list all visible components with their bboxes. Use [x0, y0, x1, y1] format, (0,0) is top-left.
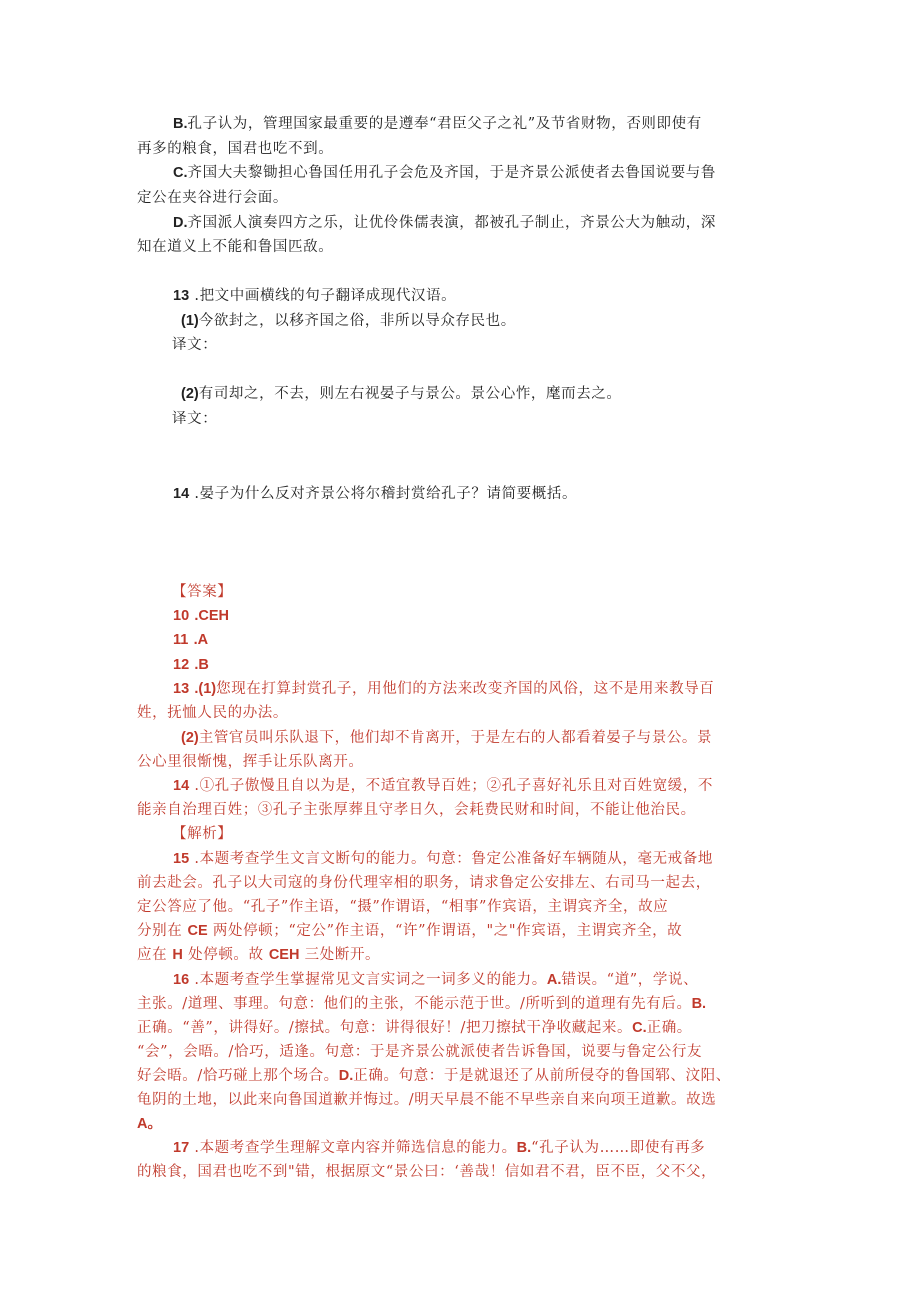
- analysis-16-line-1: [173, 970, 698, 990]
- option-d-line-1: [173, 213, 716, 233]
- answer-text: .B: [194, 657, 209, 673]
- analysis-emphasis: B.: [516, 1140, 532, 1156]
- answer-text: 主管官员叫乐队退下，他们却不肯离开，于是左右的人都看着晏子与景公。景: [198, 730, 713, 746]
- answer-13-part-2-line-1: [181, 728, 712, 748]
- option-c-line-2: [137, 188, 288, 208]
- option-text: 定公在夹谷进行会面。: [137, 190, 288, 206]
- analysis-17-line-1: [173, 1138, 705, 1158]
- translation-label-1: 译文：: [172, 337, 218, 353]
- option-b-line-2: [137, 139, 333, 159]
- analysis-text: 三处断开。: [299, 947, 381, 963]
- analysis-emphasis: D.: [338, 1068, 354, 1084]
- analysis-16-line-5: [137, 1066, 731, 1086]
- analysis-emphasis: C.: [632, 1020, 647, 1036]
- analysis-text: .本题考查学生理解文章内容并筛选信息的能力。: [194, 1140, 517, 1156]
- analysis-text: 应在: [137, 947, 173, 963]
- analysis-15-line-3: 定公答应了他。“孔子”作主语，“摄”作谓语，“相事”作宾语，主谓宾齐全，故应: [137, 899, 669, 915]
- analysis-text: 两处停顿；“定公”作主语，“许”作谓语，"之"作宾语，主谓宾齐全，故: [207, 923, 683, 939]
- answer-10: [173, 606, 229, 626]
- translation-label-2: 译文：: [172, 411, 218, 427]
- analysis-text: .本题考查学生掌握常见文言实词之一词多义的能力。: [194, 972, 547, 988]
- option-text: 齐国派人演奏四方之乐，让优伶侏儒表演，都被孔子制止，齐景公大为触动，深: [187, 215, 716, 231]
- question-number: 14: [173, 486, 190, 502]
- option-text: 孔子认为，管理国家最重要的是遵奉“君臣父子之礼”及节省财物，否则即使有: [187, 116, 702, 132]
- answer-text: .A: [193, 632, 209, 648]
- analysis-16-line-3: [137, 1018, 692, 1038]
- analysis-emphasis: A.: [546, 972, 562, 988]
- analysis-text: 错误。“道”，学说、: [561, 972, 699, 988]
- answer-11: [173, 630, 208, 650]
- answer-13-part-1-line-1: [173, 679, 714, 699]
- option-label: B.: [173, 116, 188, 132]
- option-d-line-2: [137, 237, 333, 257]
- analysis-header: 【解析】: [172, 826, 233, 842]
- analysis-15-line-1: [173, 849, 713, 869]
- answer-number: 14: [173, 778, 190, 794]
- answer-14-line-2: 能亲自治理百姓；③孔子主张厚葬且守孝日久，会耗费民财和时间，不能让他治民。: [137, 802, 696, 818]
- option-text: 齐国大夫黎锄担心鲁国任用孔子会危及齐国，于是齐景公派使者去鲁国说要与鲁: [187, 165, 716, 181]
- analysis-text: 分别在: [137, 923, 188, 939]
- sentence-text: 今欲封之，以移齐国之俗，非所以导众存民也。: [198, 313, 516, 329]
- part-label: (2): [181, 730, 199, 746]
- analysis-text: “孔子认为……即使有再多: [531, 1140, 706, 1156]
- sentence-label: (1): [181, 313, 199, 329]
- question-14: [173, 484, 577, 504]
- analysis-emphasis: CEH: [268, 947, 300, 963]
- analysis-text: 正确。句意：于是就退还了从前所侵夺的鲁国郓、汶阳、: [353, 1068, 731, 1084]
- question-13: [173, 286, 456, 306]
- answer-number: 10: [173, 608, 190, 624]
- option-label: C.: [173, 165, 188, 181]
- sentence-text: 有司却之，不去，则左右视晏子与景公。景公心怍，麾而去之。: [198, 386, 622, 402]
- answer-text: .CEH: [194, 608, 230, 624]
- analysis-number: 16: [173, 972, 190, 988]
- answer-text: 您现在打算封赏孔子，用他们的方法来改变齐国的风俗，这不是用来教导百: [216, 681, 715, 697]
- sentence-label: (2): [181, 386, 199, 402]
- question-number: 13: [173, 288, 190, 304]
- answer-13-part-2-line-2: 公心里很惭愧，挥手让乐队离开。: [137, 754, 364, 770]
- analysis-emphasis: A。: [137, 1116, 162, 1132]
- analysis-text: .本题考查学生文言文断句的能力。句意：鲁定公准备好车辆随从，毫无戒备地: [194, 851, 713, 867]
- question-13-sentence-1: [181, 311, 516, 331]
- analysis-15-line-2: 前去赴会。孔子以大司寇的身份代理宰相的职务，请求鲁定公安排左、右司马一起去，: [137, 875, 711, 891]
- option-b-line-1: [173, 114, 702, 134]
- analysis-text: 好会晤。/恰巧碰上那个场合。: [137, 1068, 339, 1084]
- question-text: .把文中画横线的句子翻译成现代汉语。: [194, 288, 457, 304]
- analysis-emphasis: B.: [691, 996, 707, 1012]
- analysis-emphasis: H: [172, 947, 183, 963]
- question-text: .晏子为什么反对齐景公将尔稽封赏给孔子？请简要概括。: [194, 486, 578, 502]
- answer-header: 【答案】: [172, 584, 233, 600]
- answer-number: 13: [173, 681, 190, 697]
- analysis-emphasis: CE: [187, 923, 208, 939]
- part-label: .(1): [194, 681, 217, 697]
- option-label: D.: [173, 215, 188, 231]
- analysis-16-line-6: 龟阴的土地，以此来向鲁国道歉并悔过。/明天早晨不能不早些亲自来向项王道歉。故选: [137, 1092, 717, 1108]
- analysis-15-line-5: [137, 945, 380, 965]
- analysis-number: 17: [173, 1140, 190, 1156]
- analysis-15-line-4: [137, 921, 682, 941]
- analysis-text: 主张。/道理、事理。句意：他们的主张，不能示范于世。/所听到的道理有先有后。: [137, 996, 692, 1012]
- answer-text: .①孔子傲慢且自以为是，不适宜教导百姓；②孔子喜好礼乐且对百姓宽缓，不: [194, 778, 713, 794]
- analysis-16-line-4: “会”，会晤。/恰巧，适逢。句意：于是齐景公就派使者告诉鲁国，说要与鲁定公行友: [137, 1044, 703, 1060]
- answer-12: [173, 655, 209, 675]
- answer-14-line-1: [173, 776, 713, 796]
- option-text: 再多的粮食，国君也吃不到。: [137, 141, 334, 157]
- answer-number: 12: [173, 657, 190, 673]
- answer-number: 11: [173, 632, 189, 648]
- analysis-16-line-2: [137, 994, 706, 1014]
- analysis-17-line-2: 的粮食，国君也吃不到"错，根据原文“景公曰：‘善哉！信如君不君，臣不臣，父不父，: [137, 1164, 717, 1180]
- analysis-16-line-7: [137, 1114, 162, 1134]
- analysis-text: 正确。: [646, 1020, 692, 1036]
- analysis-number: 15: [173, 851, 190, 867]
- analysis-text: 处停顿。故: [182, 947, 269, 963]
- analysis-text: 正确。“善”，讲得好。/擦拭。句意：讲得很好！/把刀擦拭干净收藏起来。: [137, 1020, 633, 1036]
- answer-13-part-1-line-2: 姓，抚恤人民的办法。: [137, 705, 288, 721]
- question-13-sentence-2: [181, 384, 622, 404]
- option-c-line-1: [173, 163, 716, 183]
- option-text: 知在道义上不能和鲁国匹敌。: [137, 239, 334, 255]
